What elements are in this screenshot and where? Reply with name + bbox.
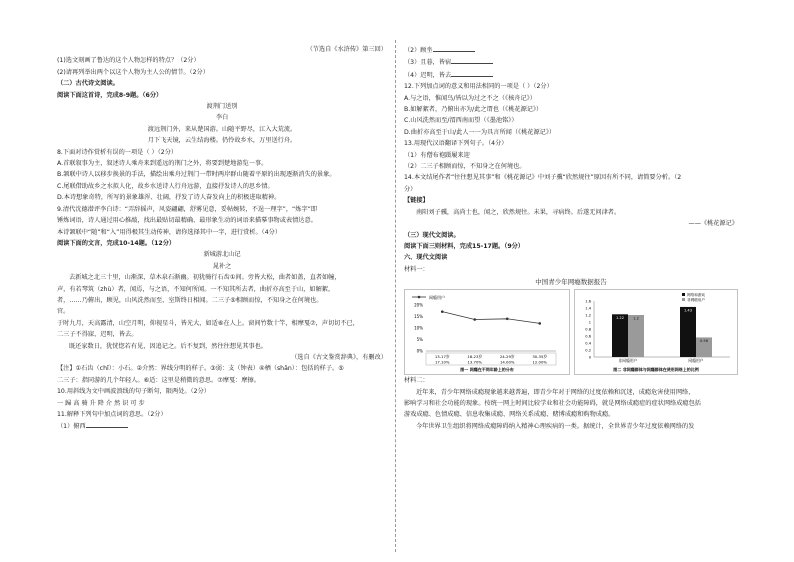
section-heading: 六、现代文阅读 — [404, 254, 448, 262]
option-b: B.颔联中诗人以移步换景的手法，描绘出乘舟过荆门一带时两岸群山随着平原的出现逐渐消失的景象。 — [57, 171, 336, 179]
answer-blank[interactable] — [451, 56, 493, 64]
legend-swatch — [682, 298, 685, 301]
x-tick-label: 13-17岁 — [434, 354, 450, 360]
reading-instruction: 阅读下面的文言，完成10-14题。（12分） — [57, 239, 176, 247]
bar — [628, 315, 644, 357]
poem-line: 月下飞天镜，云生结海楼。仍怜故乡水，万里送行舟。 — [147, 137, 297, 145]
data-point — [506, 318, 509, 321]
legend-label: 网瘾用户 — [429, 295, 445, 301]
question-11-item: （1）俯西 — [57, 420, 387, 432]
chart-title: 中国青少年网瘾数据报告 — [535, 278, 607, 287]
data-point — [441, 310, 444, 313]
data-label: 1.43 — [683, 308, 693, 313]
question-14-cont: 分） — [404, 185, 417, 193]
bar-chart — [574, 289, 738, 375]
option-c: C.尾联借助故乡之水拟人化，故乡水送诗人行舟远游，直接抒发诗人的思乡情。 — [57, 182, 274, 190]
question-13-item: （1）有僧布袍蹑履来迎 — [404, 151, 470, 159]
section-heading: （二）古代诗文阅读。 — [57, 80, 119, 88]
data-label: 1.2 — [633, 316, 639, 321]
data-label: 0.56 — [699, 339, 709, 344]
left-column — [57, 44, 387, 433]
question-13: 13.用现代汉语翻译下列句子。（4分） — [404, 140, 508, 148]
question-11-item: （2）顾坐 — [404, 44, 738, 56]
legend-label: 非网瘾用户 — [687, 298, 705, 303]
bar — [680, 307, 696, 357]
y-tick-label: 0% — [416, 348, 423, 354]
material-paragraph: 游戏成瘾、色情成瘾、信息收集成瘾、网络关系成瘾、赌博成瘾和购物成瘾。 — [404, 411, 615, 419]
question-9-cont: 锤炼词语，诗人通过用心推敲，找出最贴切最精确、最形象生动的词语来描摹事物或表情达意。 — [57, 217, 317, 225]
material-label: 材料一： — [404, 265, 429, 273]
x-tick-label: 18-23岁 — [467, 354, 483, 360]
bar — [612, 314, 628, 357]
x-tick-label: 非网瘾用户 — [618, 358, 638, 364]
material-paragraph: 近年来，青少年网络成瘾现象越来越普遍，即青少年对于网络的过度依赖和沉迷，成瘾危害使用网络， — [416, 388, 695, 396]
x-tick-label: 网瘾用户 — [688, 358, 704, 364]
question-11: 11.解释下列句中加点词的意思。（2分） — [57, 411, 167, 418]
question-8: 8.下面对诗作赏析有误的一项是（ ）（2分） — [57, 148, 178, 156]
data-label: 1.22 — [615, 315, 625, 320]
poem-author: 李白 — [215, 114, 229, 122]
y-tick-label: 0.8 — [585, 327, 591, 332]
answer-blank[interactable] — [86, 420, 128, 428]
data-point — [538, 322, 541, 325]
section-heading: （三）现代文阅读。 — [404, 231, 460, 239]
y-tick-label: 1 — [588, 320, 591, 325]
link-text: 南阳刘子骥，高尚士也，闻之，欣然规往。未果，寻病终。后遂无问津者。 — [416, 208, 621, 216]
reading-instruction: 阅读下面三则材料，完成15-17题。（9分） — [404, 242, 524, 250]
option-b: B.如解絮者，乃俯出亦为/此之谓也（《桃花源记》） — [404, 106, 543, 114]
source-note: （节选自《水浒传》第三回） — [306, 46, 387, 53]
prose-paragraph: 于时九月，天高露清，山空月明，仰视星斗，皆光大，如适⑥在人上。窗间竹数十竿，相摩戛⑦，声切切不已， — [57, 319, 359, 327]
answer-blank[interactable] — [451, 69, 493, 77]
prose-paragraph: 二三子不得寐，迟明，皆去。 — [57, 331, 138, 339]
prose-paragraph: 者，……乃俯出，顾见，山风洗然而至，室斯终日相闻。二三子⑤相顾而惊，不知身之在何境也。 — [57, 296, 323, 304]
y-tick-label: 20% — [414, 302, 423, 308]
x-tick-label: 24-29岁 — [499, 354, 515, 360]
link-label: 【链接】 — [404, 197, 429, 205]
material-label: 材料二： — [404, 377, 429, 385]
data-label: 12.00% — [532, 359, 547, 365]
question-14: 14.本文结尾作者“往往想见其事”和《桃花源记》中刘子骥“欣然规往”原因有所不同，请简要分析。（2 — [404, 174, 682, 182]
y-tick-label: 0 — [588, 355, 591, 360]
question-13-item: （2）二三子相顾而惊，不知身之在何境也。 — [404, 163, 526, 171]
column-divider — [395, 40, 396, 552]
y-tick-label: 0.4 — [585, 341, 591, 346]
question-11-item: （3）且暮，皆宿 — [404, 56, 738, 68]
data-label: 14.00% — [500, 359, 515, 365]
question-9-cont: 本诗颔联中“随”和“入”用得极其生动传神，请你选择其中一字，进行赏析。（4分） — [57, 228, 282, 236]
annotation: 【注】①石齿（chǐ）：小石。②介然：界线分明的样子。③弱：支（钟表）④栖（shān）：包括的样子。⑤ — [57, 365, 344, 373]
y-tick-label: 0.6 — [585, 334, 591, 339]
link-source: ——《桃花源记》 — [688, 220, 738, 228]
prose-paragraph: 官。 — [57, 308, 70, 316]
legend-marker — [418, 296, 421, 299]
data-label: 17.10% — [435, 359, 450, 365]
chart-caption: 图二 非网瘾群体与网瘾群体在使用网络上的比例 — [613, 367, 699, 373]
question-10-sentence: 一 歸 高 骑 升 降 介 然 识 可 步 — [57, 399, 145, 407]
right-column — [404, 44, 738, 432]
poem-line: 渡远荆门外，来从楚国游。山随平野尽，江入大荒流。 — [147, 125, 297, 133]
y-tick-label: 10% — [414, 325, 423, 331]
reading-instruction: 阅读下面这首诗，完成8-9题。（6分） — [57, 91, 163, 99]
material-paragraph: 今年世界卫生组织将网络成瘾障碍纳入精神心理疾病的一类。据统计，全世界青少年过度依赖网络的发 — [416, 422, 695, 430]
answer-blank[interactable] — [433, 44, 475, 52]
y-tick-label: 1.4 — [585, 306, 591, 311]
material-paragraph: 影响学习和社会功能的现象。按统一网上时间比较学业和社会功能障碍，就是网络成瘾症的症状网络成瘾包括 — [404, 399, 701, 407]
data-label: 13.70% — [467, 359, 482, 365]
prose-title: 新城游北山记 — [203, 251, 241, 259]
y-tick-label: 1.6 — [585, 299, 591, 304]
annotation: 二三子：指同游的几个年轻人。⑥适：这里是稍微的意思。⑦摩戛：摩擦。 — [57, 376, 260, 384]
option-d: D.本诗想象奇特，所写的景象雄浑、壮阔，抒发了诗人奋发向上的积极进取精神。 — [57, 194, 281, 202]
prose-paragraph: 声，有若琴筑（zhù）者，闻焉，与之语，不知何所闻。一不知其所去者，曲折亦高至于山，如解絮， — [57, 285, 335, 293]
x-tick-label: 30-35岁 — [532, 354, 548, 360]
option-a: A.与之语，惟闻鸟/皆以为过之不之（《核舟记》） — [404, 94, 536, 102]
option-d: D.曲折亦高至于山/此人一一为具言所闻（《桃花源记》） — [404, 128, 556, 136]
prose-paragraph: 既还家数日，犹恍惚若有见，因追记之。后不复到，然往往想见其事也。 — [69, 342, 267, 350]
y-tick-label: 1.2 — [585, 313, 591, 318]
question-9: 9.清代沈德潜评李白诗：“弄辞摇声，风姿翩翩，舒雾见意，妥帖婉转，不逞一理字”，“炼字”即 — [57, 205, 318, 213]
poem-title: 渡荆门送别 — [206, 103, 238, 111]
legend-swatch — [682, 293, 685, 296]
question-11-item: （4）迟明，皆去 — [404, 69, 738, 81]
prose-author: 晁补之 — [212, 262, 232, 270]
charts-block — [404, 277, 738, 375]
y-tick-label: 5% — [416, 337, 423, 343]
question-10: 10.用斜线为文中画波浪线的句子断句，限两处。（2分） — [57, 388, 210, 396]
y-tick-label: 15% — [414, 314, 423, 320]
option-a: A.首联叙事为主，叙述诗人乘舟来到遥远的荆门之外，将要到楚地游览一事。 — [57, 160, 268, 168]
data-point — [473, 318, 476, 321]
question-1: (1)选文刻画了鲁达的这个人物怎样的特点？（2分） — [57, 57, 200, 65]
legend-label: 网络和游戏 — [687, 293, 705, 298]
question-12: 12.下列加点词的意义和用法相同的一项是（ ）（2分） — [404, 83, 553, 91]
line-chart — [404, 289, 570, 375]
y-tick-label: 0.2 — [585, 348, 591, 353]
question-2: (2)请再列举出两个以这个人物为主人公的情节。（2分） — [57, 68, 209, 76]
chart-caption: 图一 网瘾在不同年龄上的分布 — [460, 367, 514, 373]
prose-paragraph: 去新城之北三十里，山渐深，草木泉石渐幽。初犹骑行石齿①间。旁皆大松，曲者如盖，直者如幢， — [69, 274, 341, 282]
prose-source: （选自《古文鉴赏辞典》，有删改） — [291, 353, 387, 361]
option-c: C.山风洗然而至/渭西南而望（《墨池铭》） — [404, 117, 518, 125]
